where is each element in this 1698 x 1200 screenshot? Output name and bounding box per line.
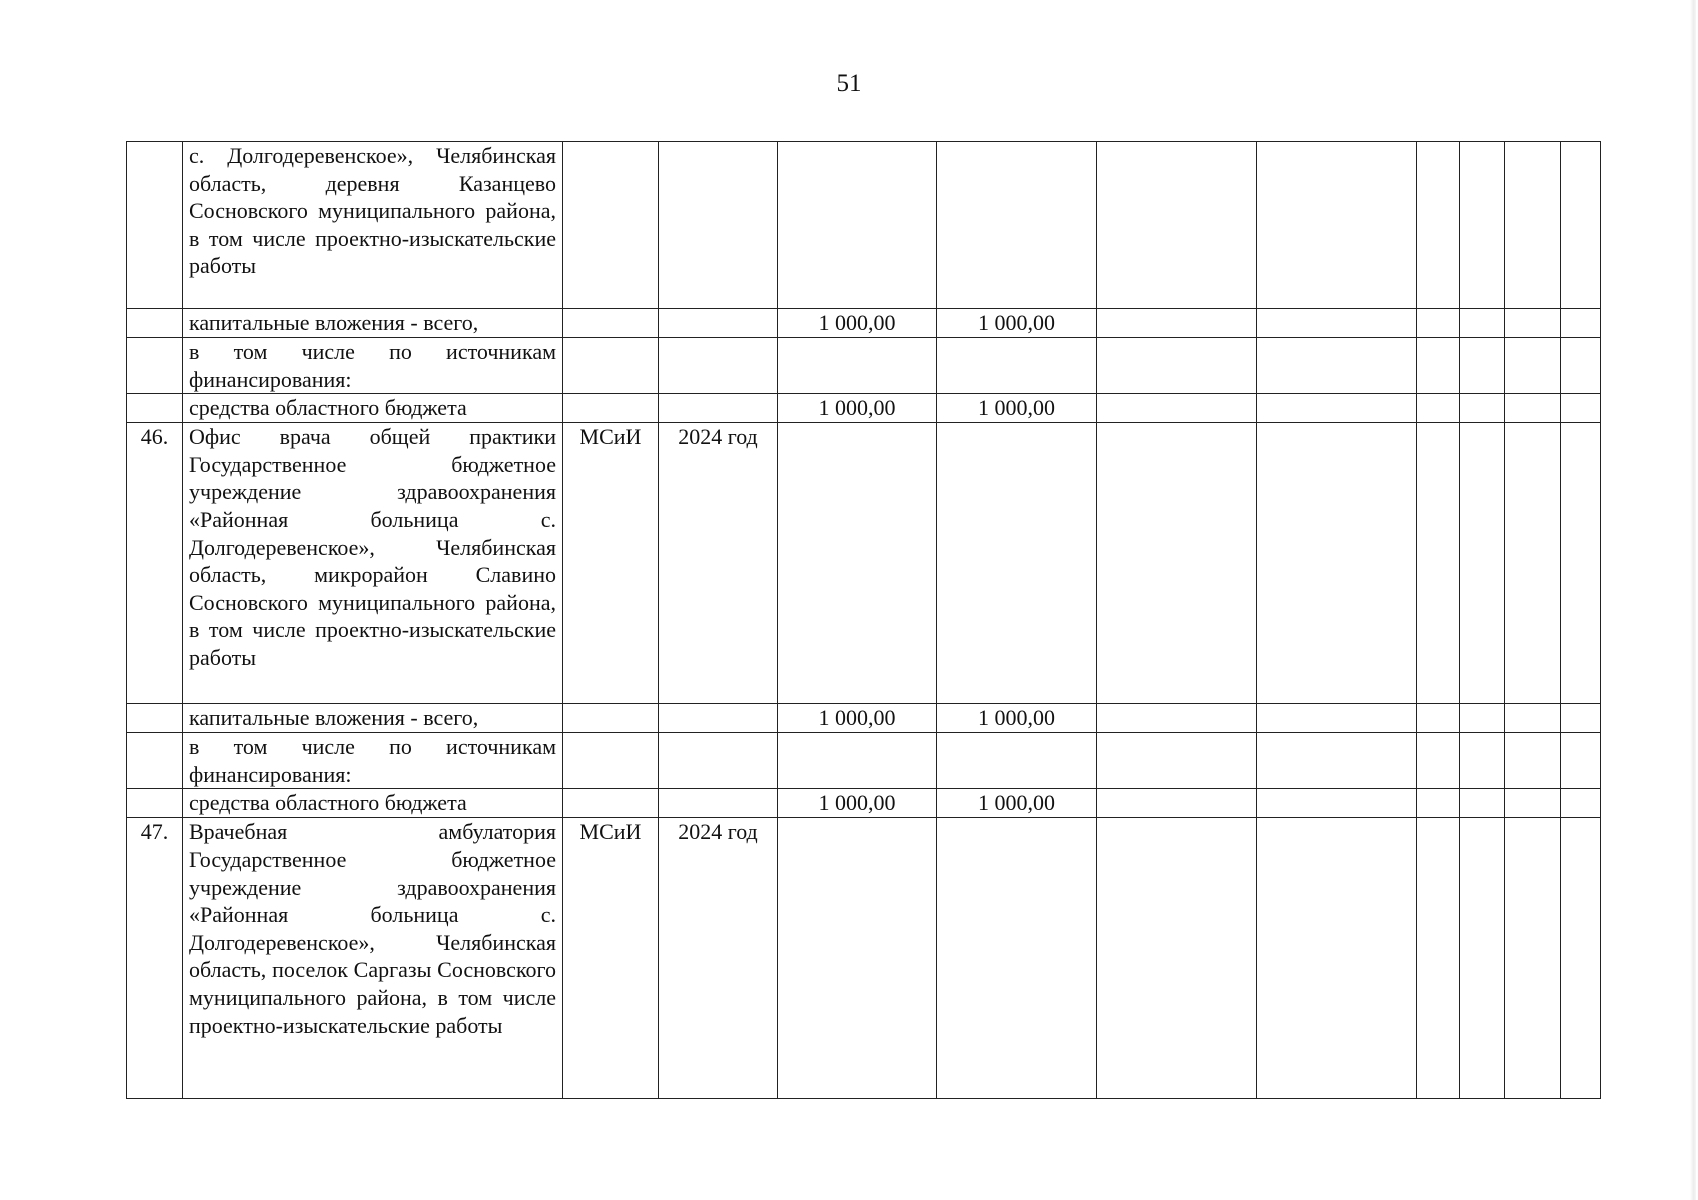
- empty-cell: [1097, 789, 1257, 818]
- empty-cell: [1561, 789, 1601, 818]
- total-amount-text: 1 000,00: [818, 395, 896, 421]
- empty-cell: [1417, 142, 1460, 309]
- customer-code-text: МСиИ: [579, 424, 642, 450]
- total-amount-text: 1 000,00: [818, 790, 896, 816]
- row-number: [127, 704, 183, 733]
- construction-period: [659, 309, 778, 338]
- scan-edge: [1690, 0, 1696, 1200]
- object-name-text: Врачебная амбулатория Государственное бюджетное учреждение здравоохранения «Районная больница с. Долгодеревенское», Челябинская область, поселок Саргазы Сосновского муниципального района, в том числе проектно-изыскательские работы: [189, 819, 556, 1038]
- total-amount: [778, 423, 937, 704]
- object-name: [183, 338, 563, 394]
- empty-cell: [1561, 733, 1601, 789]
- total-amount: [778, 704, 937, 733]
- object-name-text: в том числе по источникам финансирования:: [189, 339, 556, 392]
- table-row: [127, 423, 1601, 704]
- customer-code: [563, 789, 659, 818]
- amount-2024-text: 1 000,00: [978, 790, 1055, 816]
- empty-cell: [1460, 309, 1505, 338]
- empty-cell: [1417, 423, 1460, 704]
- customer-code: [563, 394, 659, 423]
- empty-cell: [1561, 338, 1601, 394]
- empty-cell: [1257, 818, 1417, 1099]
- object-name: [183, 309, 563, 338]
- empty-cell: [1097, 818, 1257, 1099]
- table-row: [127, 338, 1601, 394]
- table-row: [127, 818, 1601, 1099]
- empty-cell: [1505, 142, 1561, 309]
- empty-cell: [1460, 818, 1505, 1099]
- table-row: [127, 142, 1601, 309]
- object-name: [183, 818, 563, 1099]
- empty-cell: [1561, 423, 1601, 704]
- empty-cell: [1257, 309, 1417, 338]
- empty-cell: [1417, 309, 1460, 338]
- customer-code: [563, 423, 659, 704]
- object-name: [183, 423, 563, 704]
- empty-cell: [1460, 423, 1505, 704]
- object-name-text: средства областного бюджета: [189, 790, 467, 816]
- empty-cell: [1505, 789, 1561, 818]
- amount-2024: [937, 423, 1097, 704]
- construction-period: [659, 733, 778, 789]
- object-name-text: Офис врача общей практики Государственное бюджетное учреждение здравоохранения «Районная больница с. Долгодеревенское», Челябинская область, микрорайон Славино Сосновского муниципального района, в том числе проектно-изыскательские работы: [189, 424, 556, 670]
- amount-2024-text: 1 000,00: [978, 705, 1055, 731]
- customer-code: [563, 142, 659, 309]
- investment-table: [126, 141, 1601, 1099]
- table-row: [127, 733, 1601, 789]
- customer-code: [563, 818, 659, 1099]
- object-name: [183, 704, 563, 733]
- construction-period: [659, 704, 778, 733]
- empty-cell: [1561, 394, 1601, 423]
- row-number: [127, 789, 183, 818]
- construction-period-text: 2024 год: [678, 819, 758, 845]
- page-number: 51: [836, 70, 862, 97]
- construction-period: [659, 142, 778, 309]
- total-amount: [778, 818, 937, 1099]
- total-amount: [778, 733, 937, 789]
- table-row: [127, 789, 1601, 818]
- empty-cell: [1460, 338, 1505, 394]
- empty-cell: [1505, 818, 1561, 1099]
- empty-cell: [1097, 423, 1257, 704]
- empty-cell: [1417, 338, 1460, 394]
- row-number: [127, 733, 183, 789]
- object-name: [183, 733, 563, 789]
- total-amount: [778, 309, 937, 338]
- empty-cell: [1561, 818, 1601, 1099]
- object-name-text: в том числе по источникам финансирования:: [189, 734, 556, 787]
- empty-cell: [1097, 338, 1257, 394]
- customer-code: [563, 338, 659, 394]
- empty-cell: [1561, 704, 1601, 733]
- empty-cell: [1257, 704, 1417, 733]
- empty-cell: [1505, 733, 1561, 789]
- amount-2024: [937, 338, 1097, 394]
- total-amount: [778, 338, 937, 394]
- construction-period: [659, 789, 778, 818]
- amount-2024: [937, 818, 1097, 1099]
- object-name: [183, 394, 563, 423]
- empty-cell: [1460, 733, 1505, 789]
- construction-period: [659, 338, 778, 394]
- empty-cell: [1257, 142, 1417, 309]
- total-amount-text: 1 000,00: [818, 310, 896, 335]
- object-name-text: с. Долгодеревенское», Челябинская область, деревня Казанцево Сосновского муниципального района, в том числе проектно-изыскательские работы: [189, 143, 556, 279]
- row-number: [127, 142, 183, 309]
- amount-2024-text: 1 000,00: [978, 310, 1055, 335]
- customer-code: [563, 309, 659, 338]
- empty-cell: [1417, 704, 1460, 733]
- row-number: [127, 394, 183, 423]
- amount-2024: [937, 704, 1097, 733]
- empty-cell: [1460, 789, 1505, 818]
- empty-cell: [1417, 789, 1460, 818]
- row-number: [127, 309, 183, 338]
- object-name: [183, 789, 563, 818]
- construction-period: [659, 423, 778, 704]
- empty-cell: [1417, 394, 1460, 423]
- table-row: [127, 394, 1601, 423]
- empty-cell: [1505, 704, 1561, 733]
- table-row: [127, 309, 1601, 338]
- object-name-text: средства областного бюджета: [189, 395, 467, 421]
- empty-cell: [1097, 142, 1257, 309]
- empty-cell: [1505, 423, 1561, 704]
- empty-cell: [1460, 704, 1505, 733]
- empty-cell: [1097, 733, 1257, 789]
- empty-cell: [1257, 394, 1417, 423]
- total-amount-text: 1 000,00: [818, 705, 896, 731]
- empty-cell: [1561, 142, 1601, 309]
- total-amount: [778, 142, 937, 309]
- customer-code: [563, 704, 659, 733]
- customer-code-text: МСиИ: [579, 819, 642, 845]
- construction-period: [659, 818, 778, 1099]
- empty-cell: [1505, 394, 1561, 423]
- empty-cell: [1097, 394, 1257, 423]
- row-number: [127, 338, 183, 394]
- amount-2024-text: 1 000,00: [978, 395, 1055, 421]
- total-amount: [778, 394, 937, 423]
- row-number-text: 47.: [140, 819, 169, 845]
- row-number-text: 46.: [140, 424, 169, 450]
- amount-2024: [937, 309, 1097, 338]
- empty-cell: [1505, 309, 1561, 338]
- table-row: [127, 704, 1601, 733]
- amount-2024: [937, 789, 1097, 818]
- empty-cell: [1257, 733, 1417, 789]
- empty-cell: [1460, 394, 1505, 423]
- construction-period: [659, 394, 778, 423]
- empty-cell: [1257, 338, 1417, 394]
- empty-cell: [1417, 818, 1460, 1099]
- empty-cell: [1460, 142, 1505, 309]
- object-name-text: капитальные вложения - всего,: [189, 310, 479, 335]
- amount-2024: [937, 394, 1097, 423]
- customer-code: [563, 733, 659, 789]
- row-number: [127, 818, 183, 1099]
- object-name: [183, 142, 563, 309]
- object-name-text: капитальные вложения - всего,: [189, 705, 479, 731]
- amount-2024: [937, 733, 1097, 789]
- total-amount: [778, 789, 937, 818]
- empty-cell: [1505, 338, 1561, 394]
- empty-cell: [1097, 704, 1257, 733]
- empty-cell: [1257, 789, 1417, 818]
- row-number: [127, 423, 183, 704]
- empty-cell: [1561, 309, 1601, 338]
- construction-period-text: 2024 год: [678, 424, 758, 450]
- empty-cell: [1417, 733, 1460, 789]
- amount-2024: [937, 142, 1097, 309]
- empty-cell: [1097, 309, 1257, 338]
- empty-cell: [1257, 423, 1417, 704]
